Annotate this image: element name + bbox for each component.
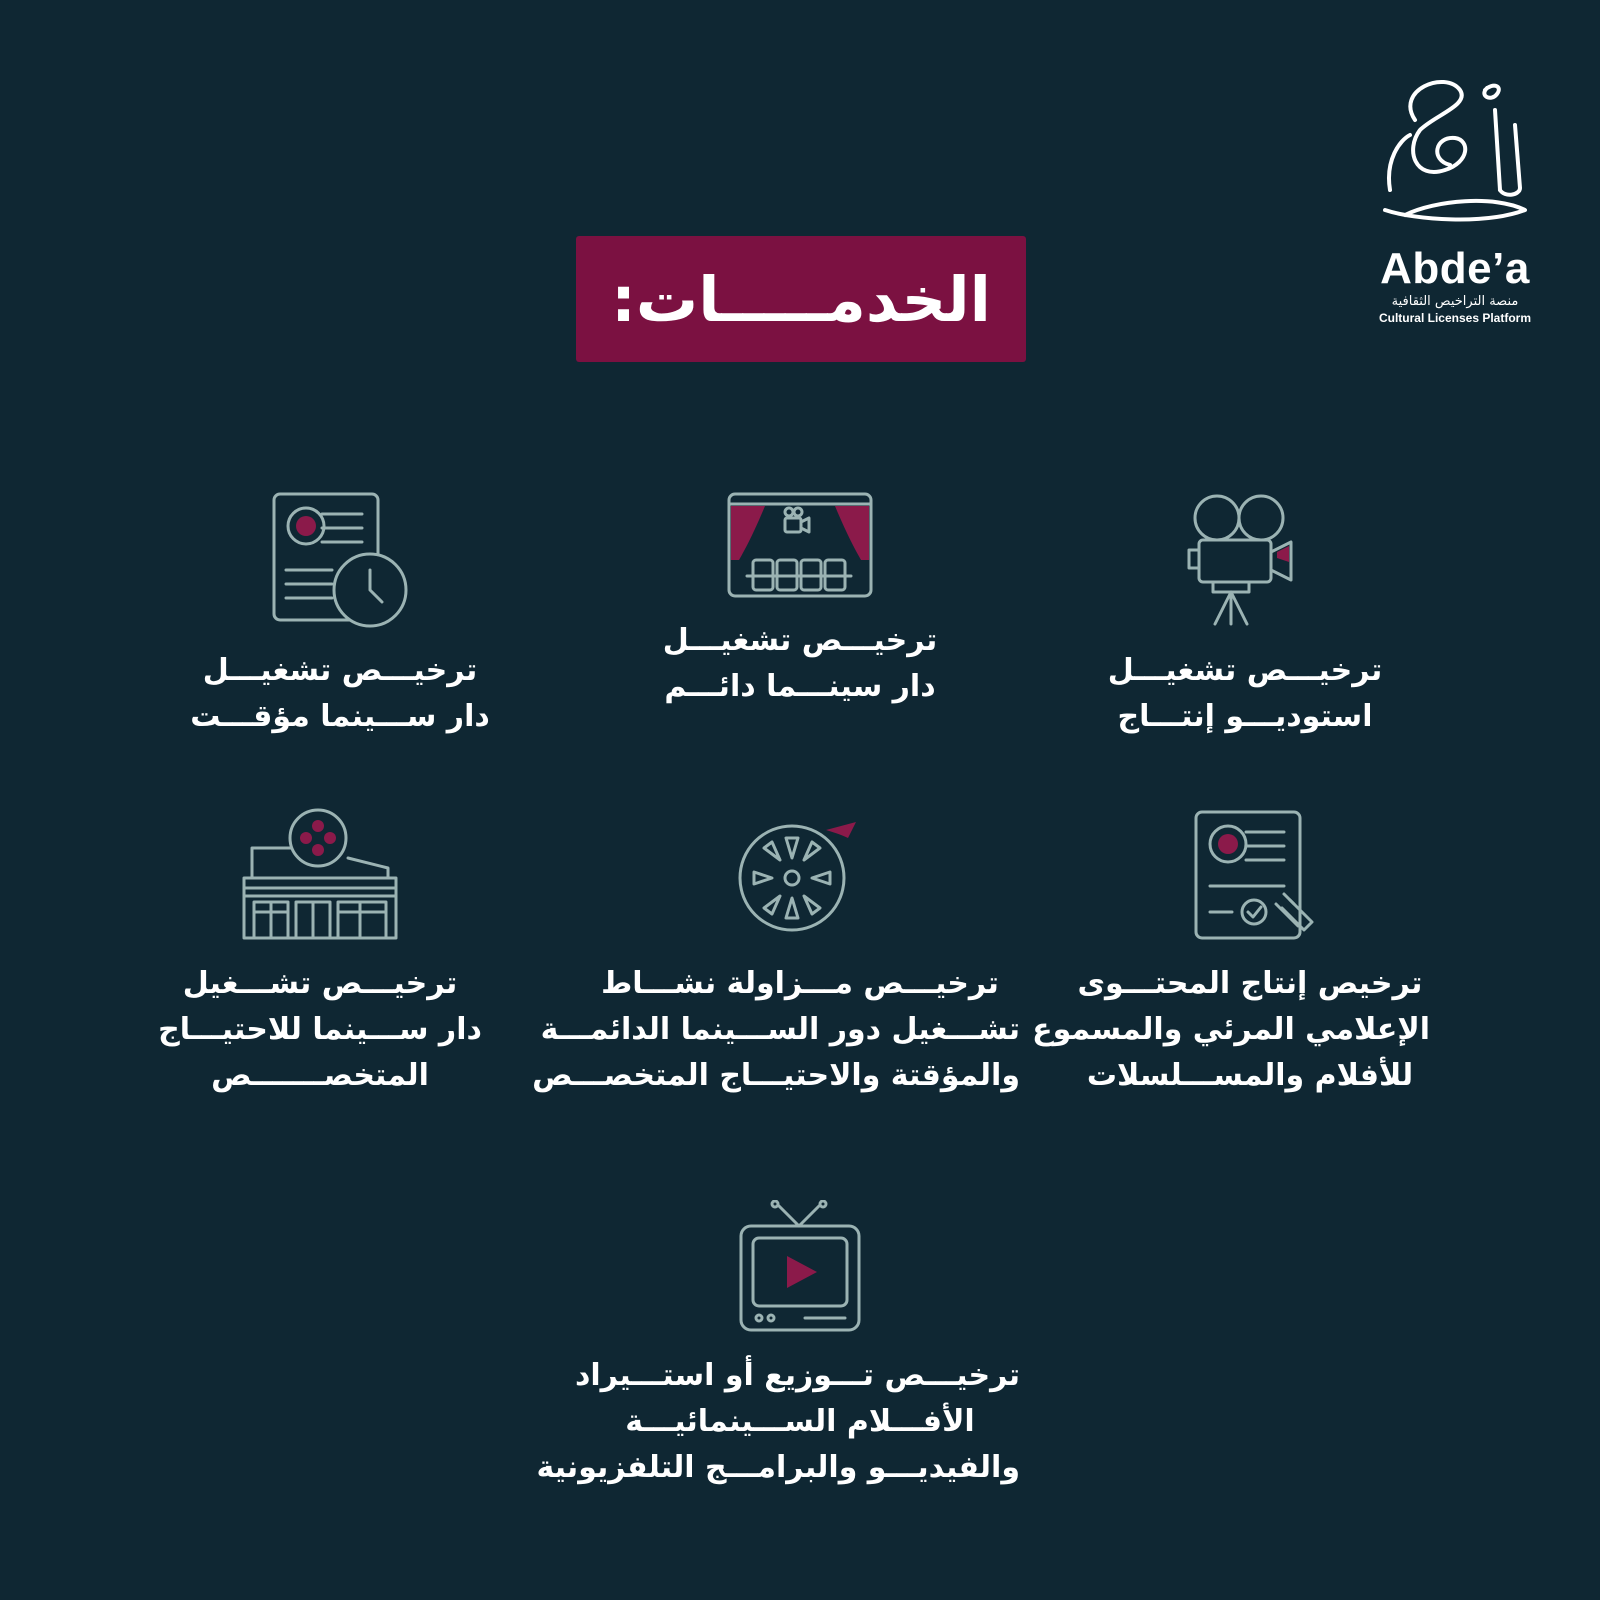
film-reel-icon	[730, 808, 870, 943]
title-banner	[576, 236, 1026, 362]
service-label: ترخيـــص مـــزاولة نشـــاط تشـــغيل دور الســـينما الدائمـــة والمؤقتة والاحتيـــاج المتخصـــص	[532, 966, 1020, 1093]
brand-arabic-subtitle: منصة التراخيص الثقافية	[1391, 294, 1519, 309]
movie-camera-icon	[1185, 490, 1305, 630]
service-label: ترخيـــص تـــوزيع أو استـــيراد الأفـــلام الســـينمائيـــة والفيديـــو والبرامـــج التلفزيونية	[536, 1358, 1020, 1485]
service-label: ترخيص إنتاج المحتـــوى الإعلامي المرئي والمسموع للأفلام والمســـلسلات	[1032, 966, 1430, 1093]
certificate-stamp-icon	[1180, 808, 1320, 943]
television-icon	[735, 1200, 865, 1335]
service-specialized-cinema-license	[130, 808, 510, 1099]
service-distribution-import-license	[536, 1200, 1020, 1491]
service-studio-license	[1075, 490, 1415, 740]
cinema-building-icon	[240, 808, 400, 943]
brand-name: Abde’a	[1380, 244, 1530, 293]
page-title: الخدمـــــات:	[611, 262, 991, 336]
license-clock-icon	[270, 490, 410, 630]
service-label: ترخيـــص تشغيـــل استوديـــو إنتـــاج	[1107, 653, 1383, 734]
service-temporary-cinema-license	[170, 490, 510, 740]
abdea-logo	[1360, 70, 1550, 340]
brand-english-subtitle: Cultural Licenses Platform	[1378, 311, 1532, 325]
service-label: ترخيـــص تشـــغيل دار ســـينما للاحتيـــاج المتخصـــــــص	[158, 966, 482, 1093]
service-permanent-cinema-license	[630, 490, 970, 710]
cinema-hall-icon	[725, 490, 875, 600]
service-label: ترخيـــص تشغيـــل دار سينـــما دائـــم	[662, 623, 938, 704]
service-media-production-license	[1032, 808, 1430, 1099]
service-cinema-operation-activity-license	[532, 808, 1020, 1099]
abdea-logo-mark-icon	[1375, 70, 1535, 240]
service-label: ترخيـــص تشغيـــل دار ســـينما مؤقـــت	[190, 653, 490, 734]
